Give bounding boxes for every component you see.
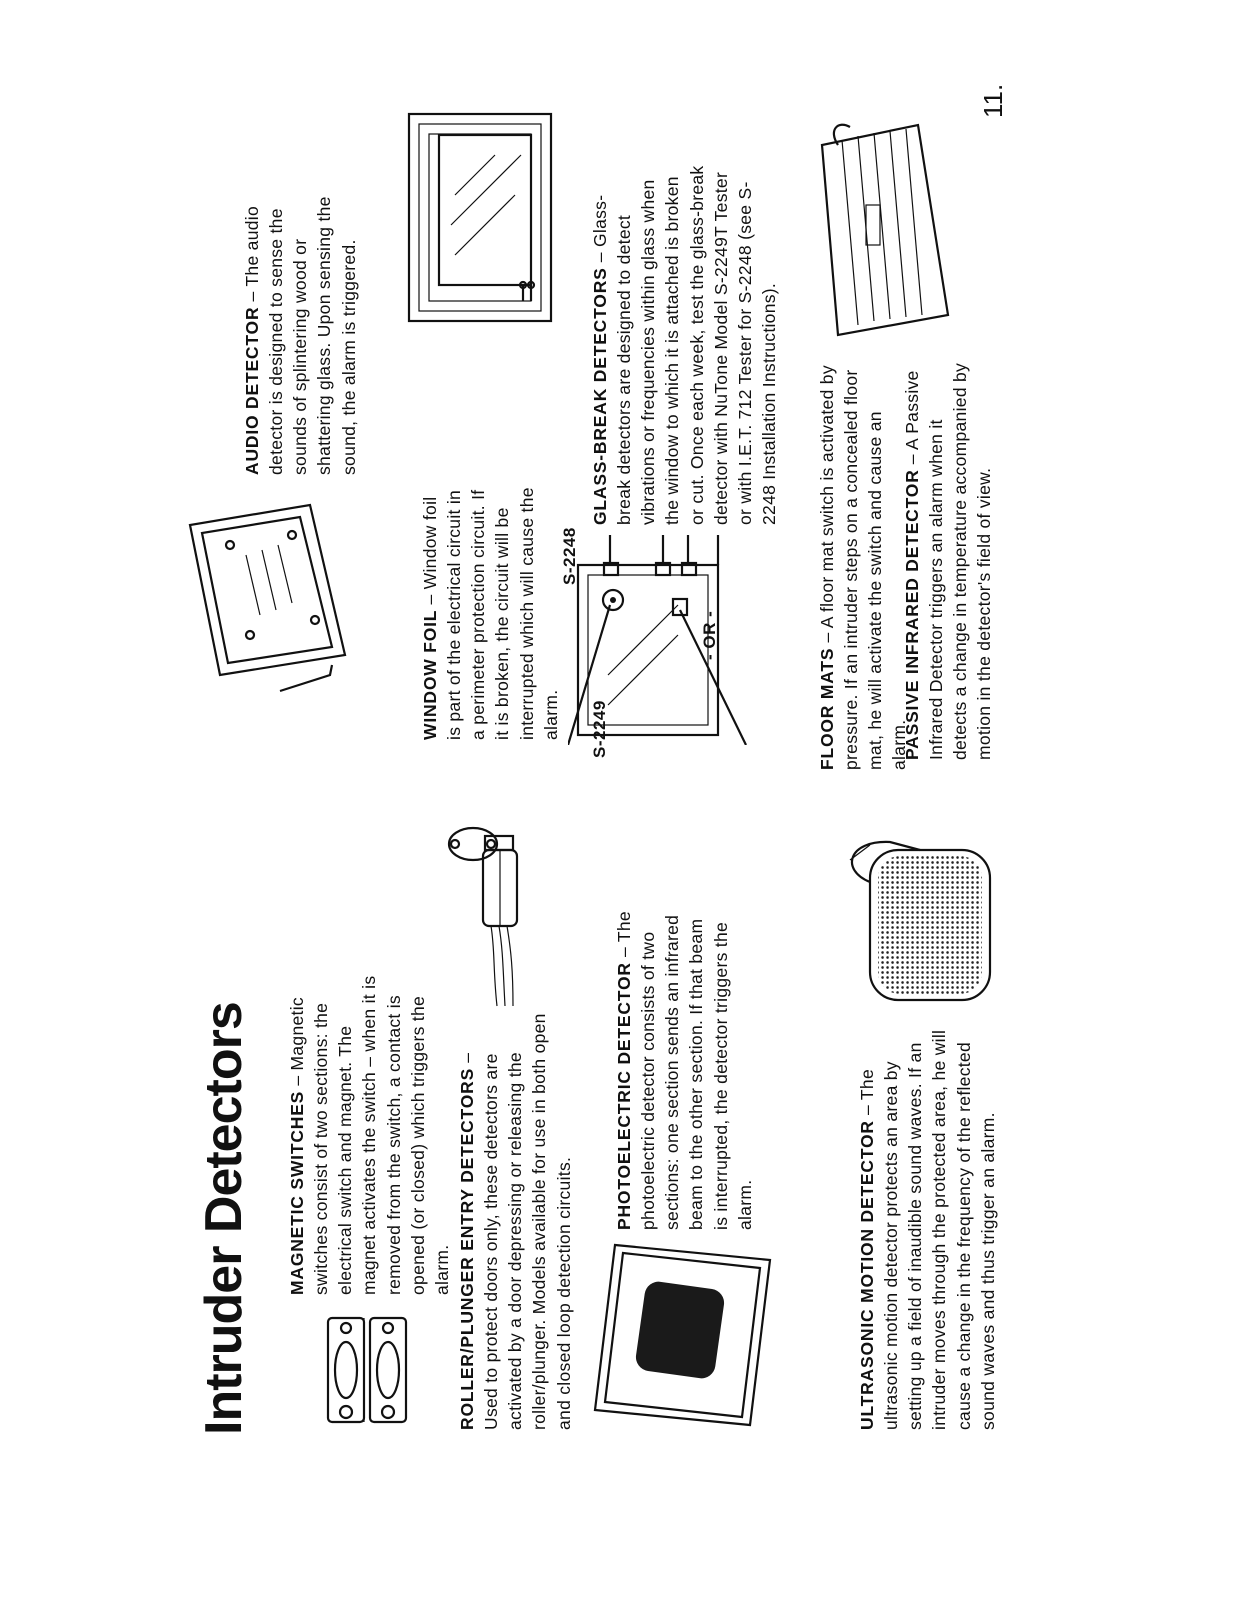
window-foil-text bbox=[418, 480, 563, 740]
photoelectric-text bbox=[612, 910, 757, 1230]
or-label: - OR - bbox=[700, 610, 719, 660]
glass-break-body: – Glass-break detectors are designed to detect vibrations or frequencies within glass when the window to which it is attached is broken or cut. Once each week, test the glass-break detector with NuTone Model S-2249T Tester or with I.E.T. 712 Tester for S-2248 (see S-2248 Installation Instructions). bbox=[590, 165, 779, 525]
photoelectric-heading: PHOTOELECTRIC DETECTOR bbox=[614, 962, 634, 1230]
ultrasonic-text bbox=[855, 1010, 1000, 1430]
floor-mats-text bbox=[815, 360, 912, 770]
window-foil-heading: WINDOW FOIL bbox=[420, 609, 440, 740]
page-title: Intruder Detectors bbox=[195, 1002, 253, 1435]
photoelectric-body: – The photoelectric detector consists of two sections: one section sends an infrared beam to the other section. If that beam is interrupted, the detector triggers the alarm. bbox=[614, 911, 755, 1230]
s2249-label: S-2249 bbox=[590, 700, 609, 758]
roller-plunger-heading: ROLLER/PLUNGER ENTRY DETECTORS bbox=[457, 1067, 477, 1430]
roller-plunger-text bbox=[455, 1010, 576, 1430]
window-foil-illustration bbox=[405, 110, 555, 325]
audio-detector-body: – The audio detector is designed to sense the sounds of splintering wood or shattering glass. Upon sensing the sound, the alarm is triggered. bbox=[242, 196, 359, 475]
magnetic-switch-illustration bbox=[318, 1310, 418, 1430]
window-foil-body: – Window foil is part of the electrical circuit in a perimeter protection circuit. If it is broken, the circuit will be interrupted which will cause the alarm. bbox=[420, 487, 561, 740]
glass-break-text bbox=[588, 165, 781, 525]
glass-break-heading: GLASS-BREAK DETECTORS bbox=[590, 267, 610, 525]
pir-body: – A Passive Infrared Detector triggers an alarm when it detects a change in temperature accompanied by motion in the detector's field of view. bbox=[902, 362, 995, 760]
page-number: 11. bbox=[978, 83, 1008, 118]
ultrasonic-heading: ULTRASONIC MOTION DETECTOR bbox=[857, 1120, 877, 1430]
pir-text bbox=[900, 360, 997, 760]
pir-heading: PASSIVE INFRARED DETECTOR bbox=[902, 469, 922, 760]
roller-plunger-body: – Used to protect doors only, these detectors are activated by a door depressing or releasing the roller/plunger. Models available for use in both open and closed loop detection circuits. bbox=[457, 1013, 574, 1430]
magnetic-switches-text bbox=[285, 965, 454, 1295]
floor-mat-illustration bbox=[818, 115, 958, 345]
floor-mats-heading: FLOOR MATS bbox=[817, 647, 837, 770]
audio-detector-heading: AUDIO DETECTOR bbox=[242, 306, 262, 475]
audio-detector-text bbox=[240, 155, 361, 475]
ultrasonic-body: – The ultrasonic motion detector protects an area by setting up a field of inaudible sound waves. If an intruder moves through the protected area, he will cause a change in the frequency of the reflected sound waves and thus trigger an alarm. bbox=[857, 1029, 998, 1430]
photoelectric-detector-illustration bbox=[585, 1240, 775, 1430]
magnetic-switches-body: – Magnetic switches consist of two sections: the electrical switch and magnet. The magnet activates the switch – when it is removed from the switch, a contact is opened (or closed) which triggers the alarm. bbox=[287, 975, 452, 1295]
roller-plunger-illustration bbox=[445, 820, 545, 1010]
magnetic-switches-heading: MAGNETIC SWITCHES bbox=[287, 1090, 307, 1295]
s2248-label: S-2248 bbox=[560, 527, 579, 585]
ultrasonic-detector-illustration bbox=[830, 830, 1010, 1010]
floor-mats-body: – A floor mat switch is activated by pressure. If an intruder steps on a concealed floor mat, he will activate the switch and cause an alarm. bbox=[817, 365, 910, 770]
audio-detector-illustration bbox=[180, 495, 360, 695]
